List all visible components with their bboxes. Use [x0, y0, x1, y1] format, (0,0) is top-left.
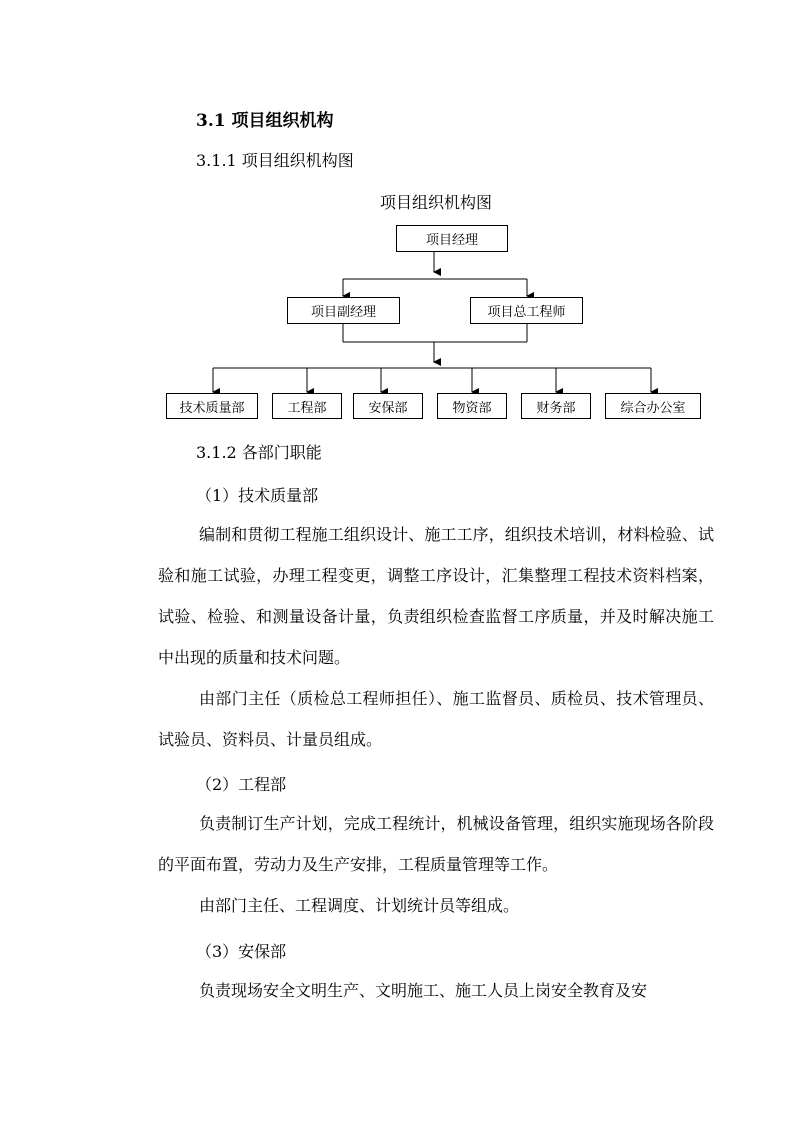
dept-paragraph: 由部门主任（质检总工程师担任）、施工监督员、质检员、技术管理员、试验员、资料员、计量员组成。: [158, 689, 714, 749]
dept-heading-tech-quality: （1）技术质量部: [196, 486, 319, 505]
org-box-project-manager: 项目经理: [396, 225, 508, 252]
org-chart-title: 项目组织机构图: [379, 193, 492, 212]
org-box-chief-engineer: 项目总工程师: [470, 297, 583, 324]
dept-heading-engineering: （2）工程部: [196, 775, 287, 794]
org-box-dept-security: 安保部: [353, 393, 423, 419]
dept-paragraph: 编制和贯彻工程施工组织设计、施工工序，组织技术培训，材料检验、试验和施工试验，办理工程变更，调整工序设计，汇集整理工程技术资料档案，试验、检验、和测量设备计量，负责组织检查监督工序质量，并及时解决施工中出现的质量和技术问题。: [158, 525, 714, 667]
org-box-dept-office: 综合办公室: [605, 393, 701, 419]
org-box-dept-materials: 物资部: [437, 393, 507, 419]
org-box-dept-tech-quality: 技术质量部: [166, 393, 258, 419]
subsection-title-org-chart: 3.1.1 项目组织机构图: [196, 151, 354, 170]
dept-paragraph: 由部门主任、工程调度、计划统计员等组成。: [199, 896, 520, 915]
subsection-title-dept-functions: 3.1.2 各部门职能: [196, 443, 322, 462]
dept-paragraph: 负责现场安全文明生产、文明施工、施工人员上岗安全教育及安: [199, 981, 648, 1000]
dept-heading-security: （3）安保部: [196, 942, 287, 961]
org-box-deputy-manager: 项目副经理: [287, 297, 400, 324]
org-box-dept-finance: 财务部: [521, 393, 591, 419]
org-box-dept-engineering: 工程部: [272, 393, 342, 419]
dept-paragraph: 负责制订生产计划，完成工程统计，机械设备管理，组织实施现场各阶段的平面布置，劳动力及生产安排，工程质量管理等工作。: [158, 814, 714, 874]
section-title: 3.1 项目组织机构: [196, 111, 334, 131]
